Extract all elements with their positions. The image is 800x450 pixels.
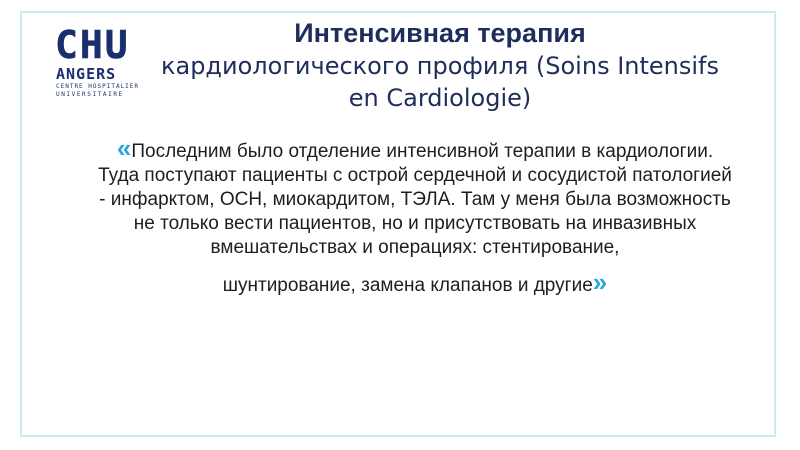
logo-sub-text: ANGERS — [56, 65, 117, 83]
chu-angers-logo — [50, 25, 150, 105]
quote-open-mark: « — [116, 133, 132, 163]
logo-line2-text: UNIVERSITAIRE — [56, 91, 124, 98]
slide-title — [160, 16, 720, 114]
title-line1: Интенсивная терапия — [294, 18, 586, 48]
quote-block — [95, 133, 735, 298]
quote-last-line-wrap — [95, 267, 735, 298]
title-line2: кардиологического профиля (Soins Intensifs en Cardiologie) — [160, 52, 719, 112]
logo-line1-text: CENTRE HOSPITALIER — [56, 83, 140, 90]
quote-last-line: шунтирование, замена клапанов и другие — [222, 275, 593, 296]
quote-close-mark: » — [592, 267, 608, 297]
quote-body: Последним было отделение интенсивной терапии в кардиологии. Туда поступают пациенты с острой сердечной и сосудистой патологией - инфарктом, ОСН, миокардитом, ТЭЛА. Там у меня была возможность не только вести пациентов, но и присутствовать на инвазивных вмешательствах и операциях: стентирование, — [98, 141, 732, 258]
logo-main-text: CHU — [55, 23, 130, 67]
